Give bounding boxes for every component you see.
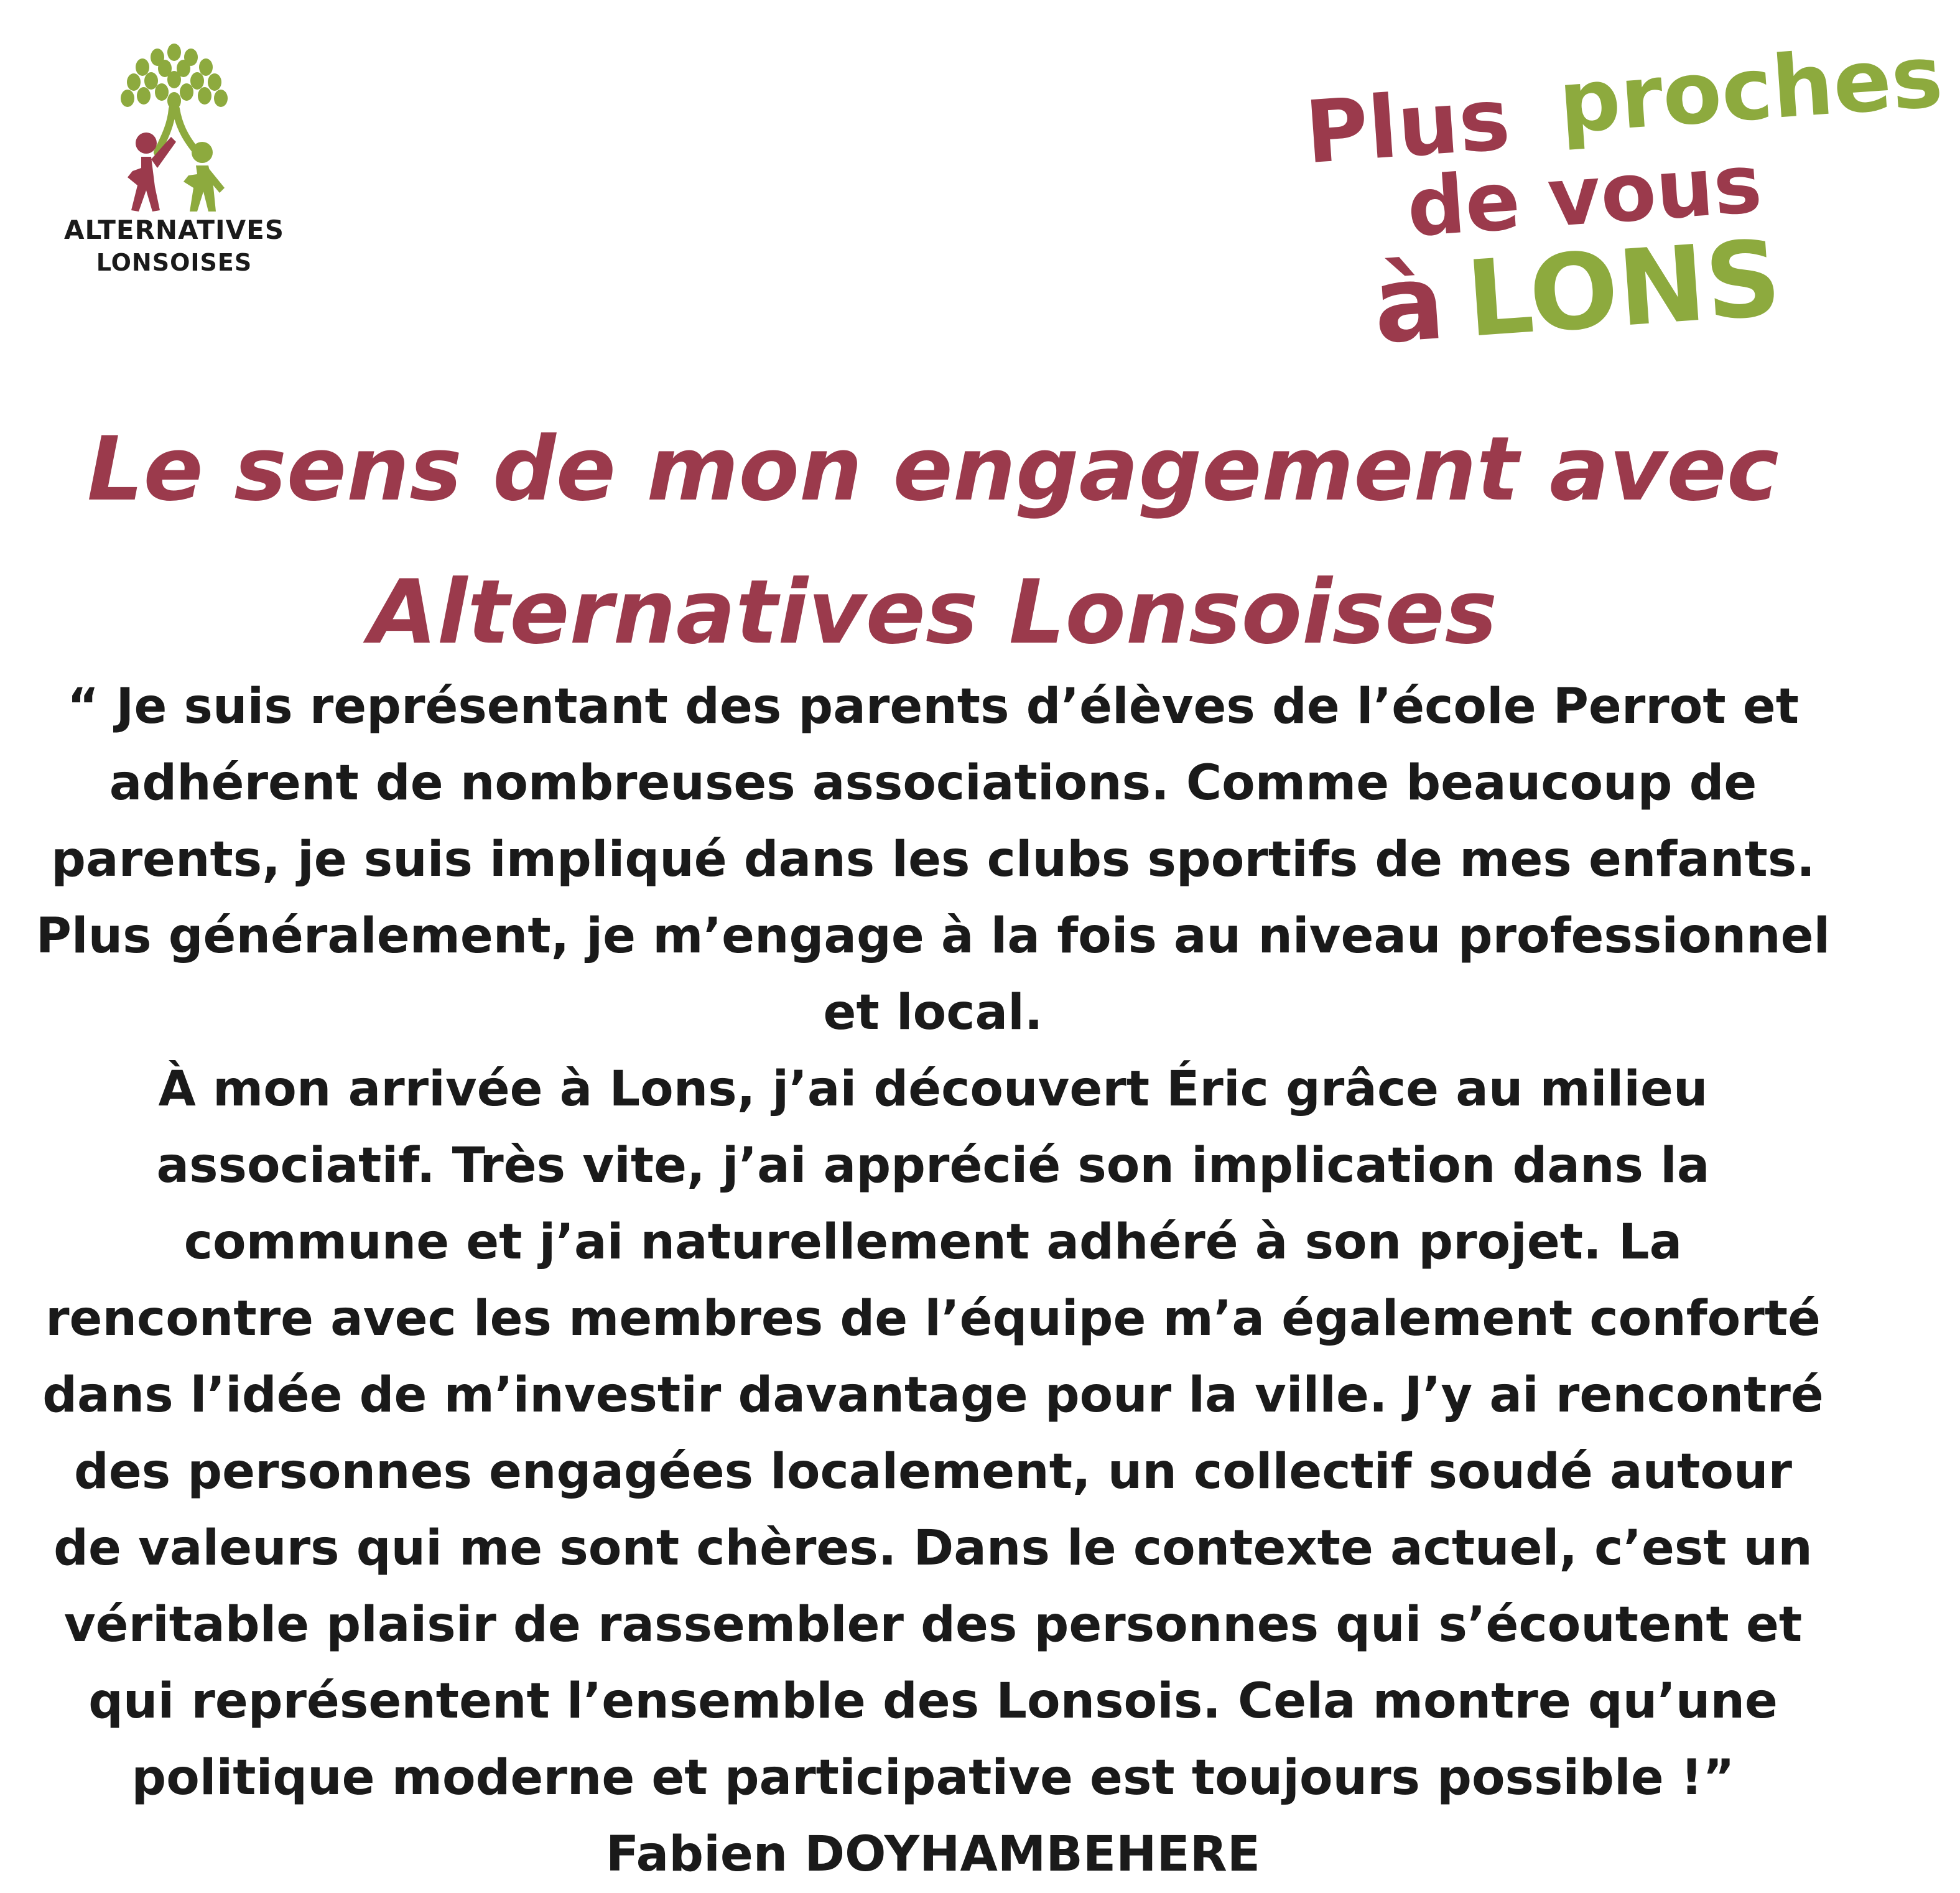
slogan	[1263, 17, 1946, 368]
quote-line: “ Je suis représentant des parents d’élèves de l’école Perrot et	[67, 679, 1799, 735]
quote-line: dans l’idée de m’investir davantage pour la ville. J’y ai rencontré	[42, 1367, 1824, 1423]
leaf-shape	[144, 72, 158, 90]
quote-line: rencontre avec les membres de l’équipe m’a également conforté	[45, 1291, 1821, 1347]
leaf-shape	[180, 83, 193, 101]
slogan-lons: LONS	[1462, 217, 1785, 361]
slogan-plus: Plus	[1302, 68, 1513, 184]
quote-line: de valeurs qui me sont chères. Dans le contexte actuel, c’est un	[53, 1520, 1813, 1576]
quote-line: des personnes engagées localement, un collectif soudé autour	[73, 1444, 1793, 1500]
leaf-shape	[137, 87, 151, 105]
leaf-shape	[136, 58, 149, 76]
leaf-shape	[167, 71, 181, 88]
quote-line: véritable plaisir de rassembler des personnes qui s’écoutent et	[63, 1597, 1803, 1653]
leaf-shape	[190, 72, 204, 90]
quote-line: et local.	[823, 985, 1043, 1041]
quote-line: politique moderne et participative est toujours possible !”	[131, 1750, 1735, 1806]
quote-line: associatif. Très vite, j’ai apprécié son implication dans la	[156, 1138, 1710, 1194]
quote-line: qui représentent l’ensemble des Lonsois. Cela montre qu’une	[88, 1673, 1778, 1729]
quote-line: parents, je suis impliqué dans les clubs sportifs de mes enfants.	[51, 832, 1815, 888]
leaf-shape	[167, 44, 181, 61]
quote-line: adhérent de nombreuses associations. Comme beaucoup de	[109, 755, 1757, 811]
leaf-shape	[199, 58, 213, 76]
page-title	[0, 398, 1866, 684]
logo-name-line2: LONSOISES	[96, 249, 253, 276]
leaf-shape	[198, 87, 211, 105]
quote-line: Plus généralement, je m’engage à la fois au niveau professionnel	[35, 908, 1831, 964]
leaf-shape	[208, 73, 221, 91]
slogan-proches: proches	[1555, 26, 1946, 153]
title-line1: Le sens de mon engagement avec	[87, 418, 1779, 521]
title-line2: Alternatives Lonsoises	[368, 561, 1498, 664]
slogan-de-vous: de vous	[1404, 136, 1765, 256]
slogan-a: à	[1369, 240, 1449, 368]
quote-line: commune et j’ai naturellement adhéré à son projet. La	[183, 1214, 1683, 1270]
logo	[56, 44, 292, 305]
leaf-shape	[214, 90, 228, 107]
logo-name-line1: ALTERNATIVES	[63, 215, 285, 245]
leaf-shape	[127, 73, 141, 91]
quote-line: À mon arrivée à Lons, j’ai découvert Éric grâce au milieu	[158, 1061, 1708, 1117]
tree-people-icon	[103, 44, 246, 218]
testimonial-quote	[25, 669, 1841, 1893]
quote-author: Fabien DOYHAMBEHERE	[605, 1826, 1261, 1882]
leaf-shape	[155, 83, 169, 101]
leaf-shape	[121, 90, 134, 107]
